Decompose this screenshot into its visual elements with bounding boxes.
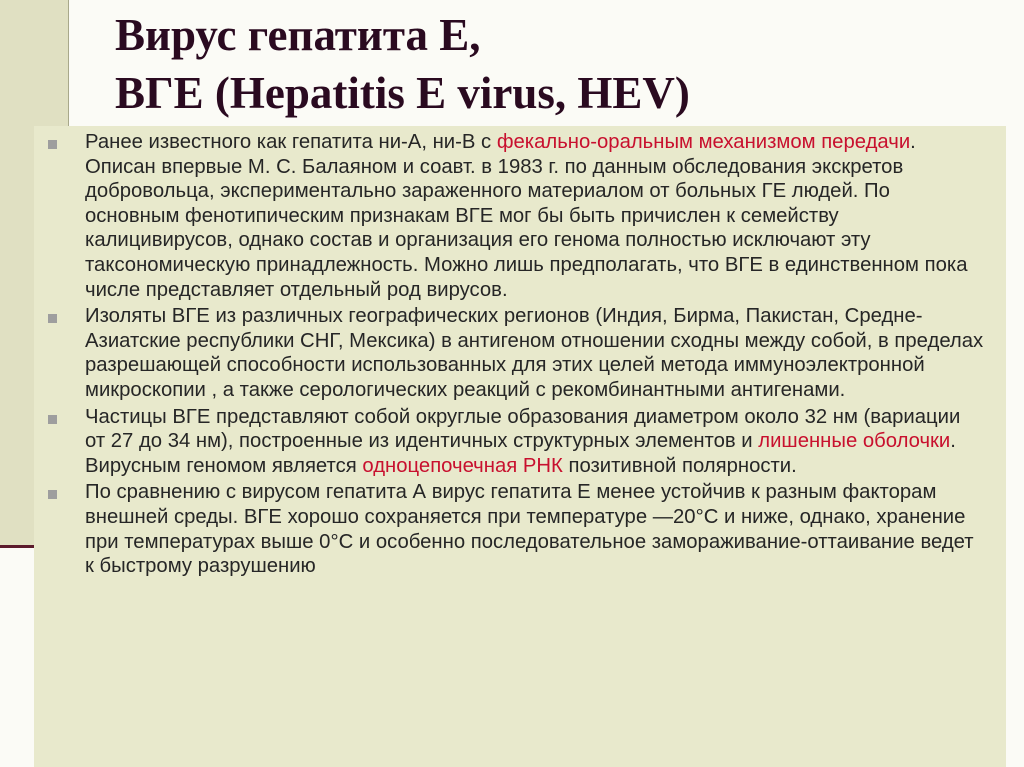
bullet-item <box>34 405 1006 479</box>
title-line-2: ВГЕ (Hepatitis E virus, HEV) <box>115 68 690 118</box>
square-bullet-icon <box>48 415 57 424</box>
square-bullet-icon <box>48 314 57 323</box>
bullet-list <box>34 130 1006 581</box>
bullet-text-part: позитивной полярности. <box>562 454 797 477</box>
bullet-text <box>85 304 986 402</box>
bullet-item <box>34 304 1006 402</box>
bullet-item <box>34 130 1006 302</box>
bullet-text <box>85 480 986 578</box>
bullet-text <box>85 130 986 302</box>
bullet-text-part: Ранее известного как гепатита ни-А, ни-В с <box>85 131 497 153</box>
highlighted-term: лишенные оболочки <box>758 430 951 453</box>
slide-title <box>115 6 690 122</box>
bullet-text <box>85 405 986 479</box>
bullet-text-part: Частицы ВГЕ представляют собой округлые образования диаметром около 32 нм (вариации от 27 до 34 нм), построенные из идентичных структурных элементов и <box>85 405 961 453</box>
content-panel <box>34 126 1006 767</box>
bullet-text-part: . Описан впервые М. С. Балаяном и соавт. в 1983 г. по данным обследования экскретов добровольца, экспериментально зараженного материалом от больных ГЕ людей. По основным фенотипическим признакам ВГЕ мог бы быть причислен к семейству калицивирусов, однако состав и организация его генома полностью исключают эту таксономическую принадлежность. Можно лишь предполагать, что ВГЕ в единственном пока числе представляет отдельный род вирусов. <box>85 131 968 301</box>
highlighted-term: фекально-оральным механизмом передачи <box>496 131 911 153</box>
bullet-text-part: Изоляты ВГЕ из различных географических регионов (Индия, Бирма, Пакистан, Средне-Азиатские республики СНГ, Мексика) в антигеном отношении сходны между собой, в пределах разрешающей способности использованных для этих целей метода иммуноэлектронной микроскопии , а также серологических реакций с рекомбинантными антигенами. <box>85 305 984 401</box>
title-area <box>68 0 1024 126</box>
highlighted-term: одноцепочечная РНК <box>362 454 563 477</box>
bullet-item <box>34 480 1006 578</box>
bullet-text-part: . Вирусным геномом является <box>85 430 956 477</box>
square-bullet-icon <box>48 140 57 149</box>
title-line-1: Вирус гепатита Е, <box>115 10 481 60</box>
bullet-text-part: По сравнению с вирусом гепатита А вирус гепатита Е менее устойчив к разным факторам внешней среды. ВГЕ хорошо сохраняется при температуре —20°С и ниже, однако, хранение при температурах выше 0°С и особенно последовательное замораживание-оттаивание ведет к быстрому разрушению <box>85 481 974 578</box>
square-bullet-icon <box>48 490 57 499</box>
